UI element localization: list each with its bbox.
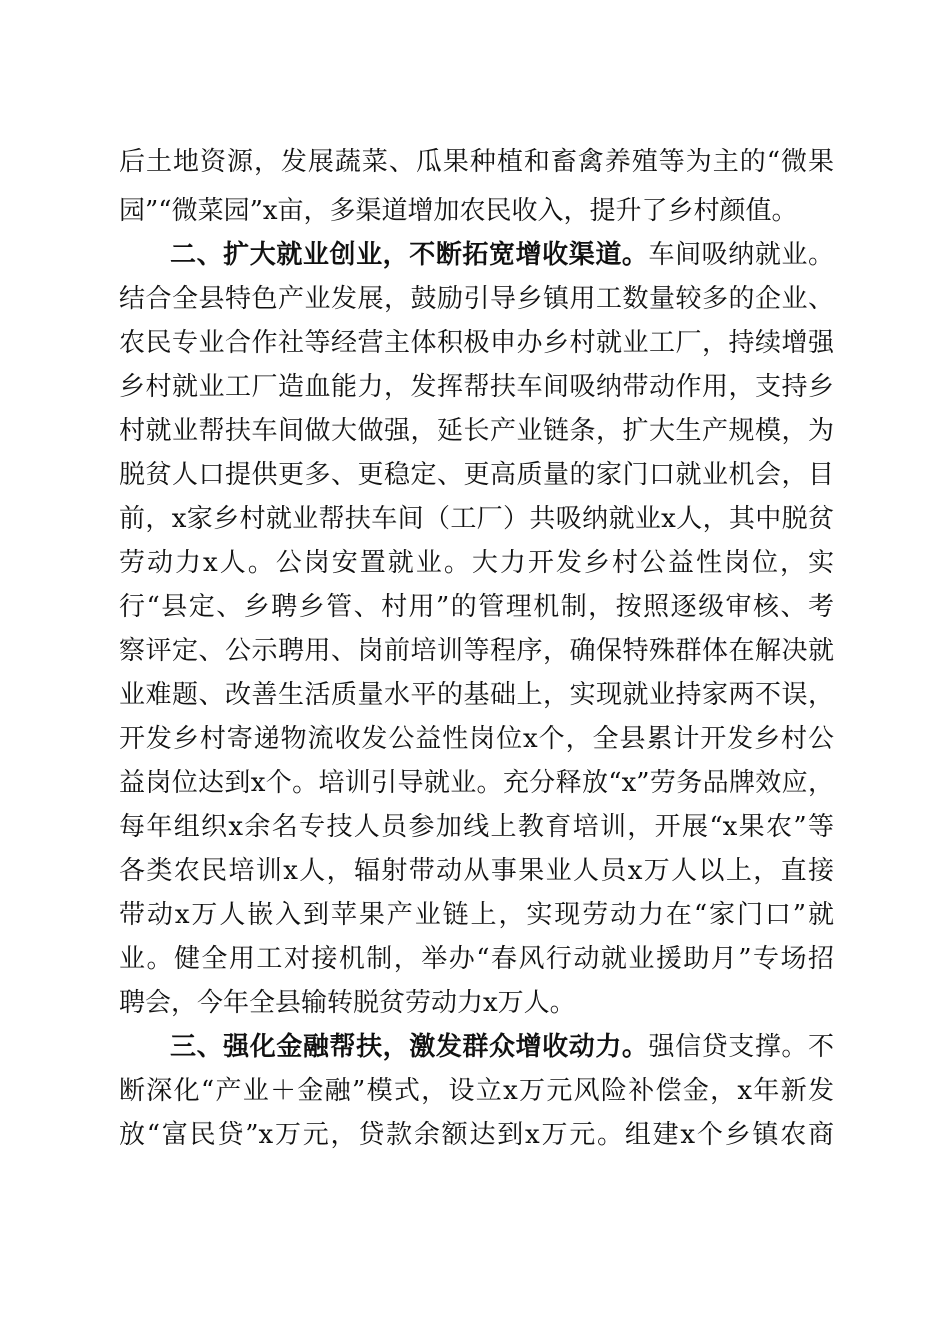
paragraph-3-line-2: 断深化“产业＋金融”模式，设立x万元风险补偿金，x年新发	[119, 1076, 834, 1106]
paragraph-2-line-14: 每年组织x余名专技人员参加线上教育培训，开展“x果农”等	[119, 812, 834, 842]
paragraph-3-line-3: 放“富民贷”x万元，贷款余额达到x万元。组建x个乡镇农商	[119, 1120, 834, 1150]
paragraph-2-line-2: 结合全县特色产业发展，鼓励引导乡镇用工数量较多的企业、	[119, 284, 834, 314]
paragraph-2-line-10: 察评定、公示聘用、岗前培训等程序，确保特殊群体在解决就	[119, 636, 834, 666]
paragraph-2-line-6: 脱贫人口提供更多、更稳定、更高质量的家门口就业机会，目	[119, 460, 834, 490]
paragraph-2-first-text: 车间吸纳就业。	[648, 240, 834, 270]
paragraph-3-first-text: 强信贷支撑。不	[648, 1032, 834, 1062]
paragraph-2-line-15: 各类农民培训x人，辐射带动从事果业人员x万人以上，直接	[119, 856, 834, 886]
paragraph-2-line-4: 乡村就业工厂造血能力，发挥帮扶车间吸纳带动作用，支持乡	[119, 372, 834, 402]
paragraph-2-line-16: 带动x万人嵌入到苹果产业链上，实现劳动力在“家门口”就	[119, 900, 834, 930]
paragraph-1-line-2: 园”“微菜园”x亩，多渠道增加农民收入，提升了乡村颜值。	[119, 196, 798, 226]
paragraph-2-line-13: 益岗位达到x个。培训引导就业。充分释放“x”劳务品牌效应，	[119, 768, 834, 798]
paragraph-2-line-17: 业。健全用工对接机制，举办“春风行动就业援助月”专场招	[119, 944, 834, 974]
paragraph-2-line-7: 前，x家乡村就业帮扶车间（工厂）共吸纳就业x人，其中脱贫	[119, 504, 834, 534]
paragraph-2-line-12: 开发乡村寄递物流收发公益性岗位x个，全县累计开发乡村公	[119, 724, 834, 754]
paragraph-2-line-5: 村就业帮扶车间做大做强，延长产业链条，扩大生产规模，为	[119, 416, 834, 446]
section-heading-3: 三、强化金融帮扶，激发群众增收动力。	[170, 1032, 649, 1062]
paragraph-1-line-1: 后土地资源，发展蔬菜、瓜果种植和畜禽养殖等为主的“微果	[119, 147, 834, 177]
paragraph-2-line-11: 业难题、改善生活质量水平的基础上，实现就业持家两不误，	[119, 680, 834, 710]
section-heading-2: 二、扩大就业创业，不断拓宽增收渠道。	[170, 240, 649, 270]
paragraph-2-line-1	[170, 240, 834, 270]
paragraph-2-line-18: 聘会，今年全县输转脱贫劳动力x万人。	[119, 988, 576, 1018]
paragraph-2-line-9: 行“县定、乡聘乡管、村用”的管理机制，按照逐级审核、考	[119, 592, 834, 622]
paragraph-2-line-3: 农民专业合作社等经营主体积极申办乡村就业工厂，持续增强	[119, 328, 834, 358]
paragraph-2-line-8: 劳动力x人。公岗安置就业。大力开发乡村公益性岗位，实	[119, 548, 834, 578]
paragraph-3-line-1	[170, 1032, 834, 1062]
